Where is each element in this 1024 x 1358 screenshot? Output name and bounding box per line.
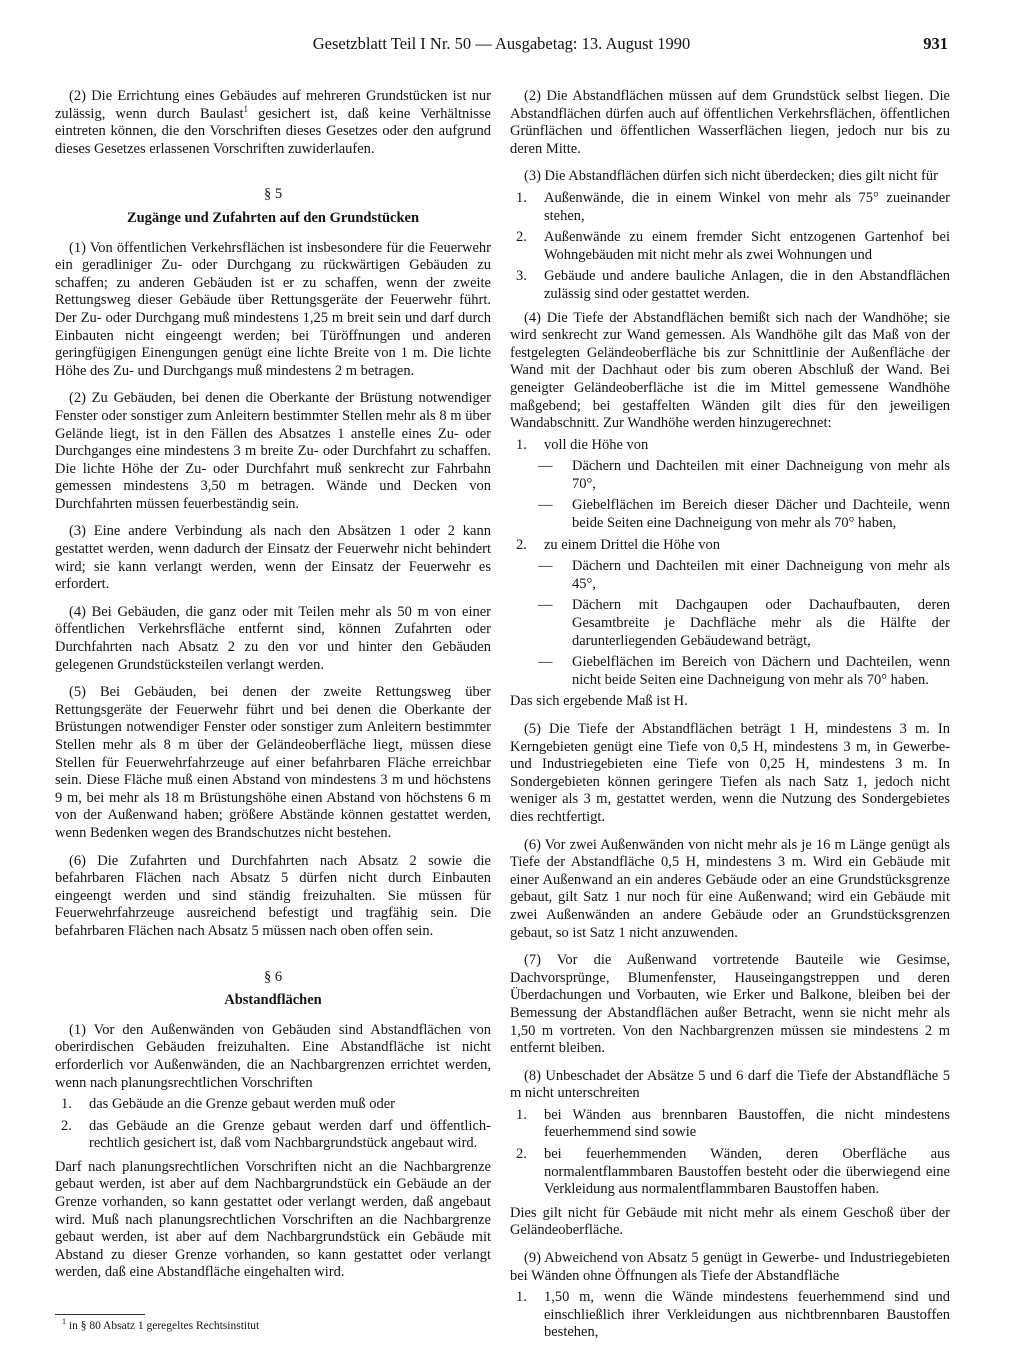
list-item: 1. 1,50 m, wenn die Wände mindestens feuerhemmend sind und einschließlich ihrer Verkleidungen aus nichtbrennbaren Baustoffen bestehen, [516, 1289, 950, 1341]
paragraph: (7) Vor die Außenwand vortretende Bauteile wie Gesimse, Dachvorsprünge, Blumenfenster, Hauseingangstreppen und deren Überdachungen und Vorbauten, wie Erker und Balkone, bleiben bei der Bemessung der Abstandflächen außer Betracht, wenn sie nicht mehr als 1,50 m vortreten. Von den Nachbargrenzen müssen sie mindestens 2 m entfernt bleiben. [510, 952, 950, 1057]
paragraph: (4) Bei Gebäuden, die ganz oder mit Teilen mehr als 50 m von einer öffentlichen Verkehrsfläche entfernt sind, können Zufahrten oder Durchfahrten nach Absatz 2 zu den vor und hinter den Gebäuden gelegenen Grundstücksteilen verlangt werden. [55, 603, 491, 673]
list-item: 2. zu einem Drittel die Höhe von [516, 536, 720, 553]
paragraph: (5) Die Tiefe der Abstandflächen beträgt 1 H, mindestens 3 m. In Kerngebieten genügt eine Tiefe von 0,5 H, mindestens 3 m, in Gewerbe- und Industriegebieten eine Tiefe von 0,25 H, mindestens 3 m. In Sondergebieten können geringere Tiefen als nach Satz 1, jedoch nicht weniger als 3 m, gestattet werden, wenn die Nutzung des Sondergebietes dies rechtfertigt. [510, 721, 950, 825]
footnote-ref: 1 [243, 103, 248, 114]
page-number: 931 [923, 34, 948, 53]
section-number: § 5 [263, 186, 283, 203]
paragraph: (6) Vor zwei Außenwänden von nicht mehr als je 16 m Länge genügt als Tiefe der Abstandfläche 0,5 H, mindestens 3 m. Wird ein Gebäude mit einer Außenwand an ein anderes Gebäude oder an eine Grundstücksgrenze gebaut, gilt Satz 1 nur noch für eine Außenwand; wird ein Gebäude mit zwei Außenwänden an andere Gebäude oder an Grundstücksgrenzen gebaut, so ist Satz 1 nicht anzuwenden. [510, 836, 950, 941]
section-number: § 6 [263, 968, 283, 985]
paragraph: (2) Zu Gebäuden, bei denen die Oberkante der Brüstung notwendiger Fenster oder sonstiger zum Anleitern bestimmter Stellen mehr als 8 m über Gelände liegt, ist in den Fällen des Absatzes 1 anstelle eines Zu- oder Durchganges eine mindestens 3 m breite Zu- oder Durchfahrt zu schaffen. Die lichte Höhe der Zu- oder Durchfahrt muß senkrecht zur Fahrbahn gemessen mindestens 3,50 m betragen. Wände und Decken von Durchfahrten müssen feuerbeständig sein. [55, 390, 491, 512]
paragraph: (3) Die Abstandflächen dürfen sich nicht überdecken; dies gilt nicht für [524, 168, 938, 185]
header-title: Gesetzblatt Teil I Nr. 50 — Ausgabetag: 13. August 1990 [312, 34, 691, 53]
right-column [510, 88, 950, 1346]
paragraph: (1) Von öffentlichen Verkehrsflächen ist insbesondere für die Feuerwehr ein geradliniger Zu- oder Durchgang zu rückwärtigen Gebäuden zu schaffen; zu anderen Gebäuden ist er zu schaffen, wenn der zweite Rettungsweg dieser Gebäude über Rettungsgeräte der Feuerwehr führt. Der Zu- oder Durchgang muß mindestens 1,25 m breit sein und darf durch Einbauten nicht eingeengt werden; bei Türöffnungen und anderen geringfügigen Einengungen genügt eine lichte Breite von 1 m. Die lichte Höhe des Zu- und Durchgangs muß mindestens 2 m betragen. [55, 239, 491, 379]
paragraph: (4) Die Tiefe der Abstandflächen bemißt sich nach der Wandhöhe; sie wird senkrecht zur Wand gemessen. Als Wandhöhe gilt das Maß von der festgelegten Geländeoberfläche bis zur Schnittlinie der Außenfläche der Wand mit der Dachhaut oder bis zum oberen Abschluß der Wand. Bei geneigter Geländeoberfläche ist die im Mittel gemessene Wandhöhe maßgebend; bei gestaffelten Wänden gilt dies für den jeweiligen Wandabschnitt. Zur Wandhöhe werden hinzugerechnet: [510, 309, 950, 432]
paragraph: Darf nach planungsrechtlichen Vorschriften nicht an die Nachbargrenze gebaut werden, ist aber auf dem Nachbargrundstück ein Gebäude an der Grenze vorhanden, so kann gestattet oder verlangt werden, daß angebaut wird. Muß nach planungsrechtlichen Vorschriften an die Nachbargrenze gebaut werden, ist aber auf dem Nachbargrundstück ein Gebäude mit Abstand zu dieser Grenze vorhanden, so kann gestattet oder verlangt werden, daß eine Abstandfläche eingehalten wird. [55, 1158, 491, 1281]
page-header [55, 32, 948, 56]
paragraph: (2) Die Abstandflächen müssen auf dem Grundstück selbst liegen. Die Abstandflächen dürfen auch auf öffentlichen Verkehrsflächen, öffentlichen Grünflächen und öffentlichen Wasserflächen liegen, jedoch nur bis zu deren Mitte. [510, 88, 950, 157]
dash-item: — Dächern und Dachteilen mit einer Dachneigung von mehr als 45°, [538, 558, 950, 592]
paragraph: (6) Die Zufahrten und Durchfahrten nach Absatz 2 sowie die befahrbaren Flächen nach Absatz 5 dürfen nicht durch Einbauten eingeengt werden und sind ständig freizuhalten. Sie müssen für Feuerwehrfahrzeuge ausreichend befestigt und tragfähig sein. Die befahrbaren Flächen nach Absatz 5 müssen nach oben offen sein. [55, 852, 491, 939]
paragraph: Dies gilt nicht für Gebäude mit nicht mehr als einem Geschoß über der Geländeoberfläche. [510, 1204, 950, 1239]
list-item: 2. Außenwände zu einem fremder Sicht entzogenen Gartenhof bei Wohngebäuden mit nicht mehr als zwei Wohnungen und [516, 229, 950, 263]
paragraph: (2) Die Errichtung eines Gebäudes auf mehreren Grundstücken ist nur zulässig, wenn durch Baulast$^1$ gesichert ist, daß keine Verhältnisse eintreten können, die den Vorschriften dieses Gesetzes oder den aufgrund dieses Gesetzes erlassenen Vorschriften zuwiderlaufen. [55, 88, 491, 157]
paragraph: Das sich ergebende Maß ist H. [510, 693, 688, 710]
section-title: Abstandflächen [224, 992, 322, 1009]
list-item: 1. voll die Höhe von [516, 436, 649, 453]
numbered-list [510, 1107, 950, 1199]
paragraph: (5) Bei Gebäuden, bei denen der zweite Rettungsweg über Rettungsgeräte der Feuerwehr führt und bei denen die Oberkante der Brüstungen notwendiger Fenster oder sonstiger zum Anleitern bestimmter Stellen mehr als 8 m über der Geländeoberfläche liegt, müssen diese Stellen für Feuerwehrfahrzeuge auf einer befahrbaren Fläche erreichbar sein. Diese Fläche muß einen Abstand von mindestens 3 m und höchstens 9 m, bei mehr als 18 m Brüstungshöhe einen Abstand von höchstens 6 m von der Außenwand haben; größere Abstände können gestattet werden, wenn Bedenken wegen des Brandschutzes nicht bestehen. [55, 684, 491, 841]
dash-item: — Giebelflächen im Bereich von Dächern und Dachteilen, wenn nicht beide Seiten eine Dachneigung von mehr als 70° haben. [538, 654, 950, 688]
dash-item: — Giebelflächen im Bereich dieser Dächer und Dachteile, wenn beide Seiten eine Dachneigung von mehr als 70° haben, [538, 497, 950, 532]
list-item: 2. das Gebäude an die Grenze gebaut werden darf und öffentlich-rechtlich gesichert ist, daß vom Nachbargrundstück angebaut wird. [61, 1117, 491, 1152]
list-item: 1. Außenwände, die in einem Winkel von mehr als 75° zueinander stehen, [516, 189, 950, 224]
dash-item: — Dächern und Dachteilen mit einer Dachneigung von mehr als 70°, [538, 458, 950, 492]
list-item: 1. das Gebäude an die Grenze gebaut werden muß oder [61, 1096, 395, 1113]
numbered-list [510, 190, 950, 304]
footnote-rule [55, 1314, 145, 1315]
paragraph: (3) Eine andere Verbindung als nach den Absätzen 1 oder 2 kann gestattet werden, wenn dadurch der Einsatz der Feuerwehr nicht behindert wird; sie kann verlangt werden, wenn der Einsatz der Feuerwehr es erfordert. [55, 523, 491, 593]
dash-item: — Dächern mit Dachgaupen oder Dachaufbauten, deren Gesamtbreite je Dachfläche mehr als die Hälfte der darunterliegenden Gebäudewand beträgt, [538, 597, 950, 649]
left-column [55, 88, 491, 1292]
list-item: 2. bei feuerhemmenden Wänden, deren Oberfläche aus normalentflammbaren Baustoffen besteht oder die überwiegend eine Verkleidung aus normalentflammbaren Baustoffen haben. [516, 1146, 950, 1198]
footnote: $^1$ in § 80 Absatz 1 geregeltes Rechtsinstitut [62, 1317, 260, 1332]
list-item: 3. Gebäude und andere bauliche Anlagen, die in den Abstandflächen zulässig sind oder gestattet werden. [516, 268, 950, 302]
paragraph: (8) Unbeschadet der Absätze 5 und 6 darf die Tiefe der Abstandfläche 5 m nicht unterschreiten [510, 1067, 950, 1102]
section-title: Zugänge und Zufahrten auf den Grundstücken [126, 209, 420, 226]
list-item: 1. bei Wänden aus brennbaren Baustoffen, die nicht mindestens feuerhemmend sind sowie [516, 1106, 950, 1141]
numbered-list [55, 1096, 491, 1153]
paragraph: (1) Vor den Außenwänden von Gebäuden sind Abstandflächen von oberirdischen Gebäuden freizuhalten. Eine Abstandfläche ist nicht erforderlich vor Außenwänden, die an Nachbargrenzen errichtet werden, wenn nach planungsrechtlichen Vorschriften [55, 1021, 491, 1091]
paragraph: (9) Abweichend von Absatz 5 genügt in Gewerbe- und Industriegebieten bei Wänden ohne Öffnungen als Tiefe der Abstandfläche [510, 1250, 950, 1284]
